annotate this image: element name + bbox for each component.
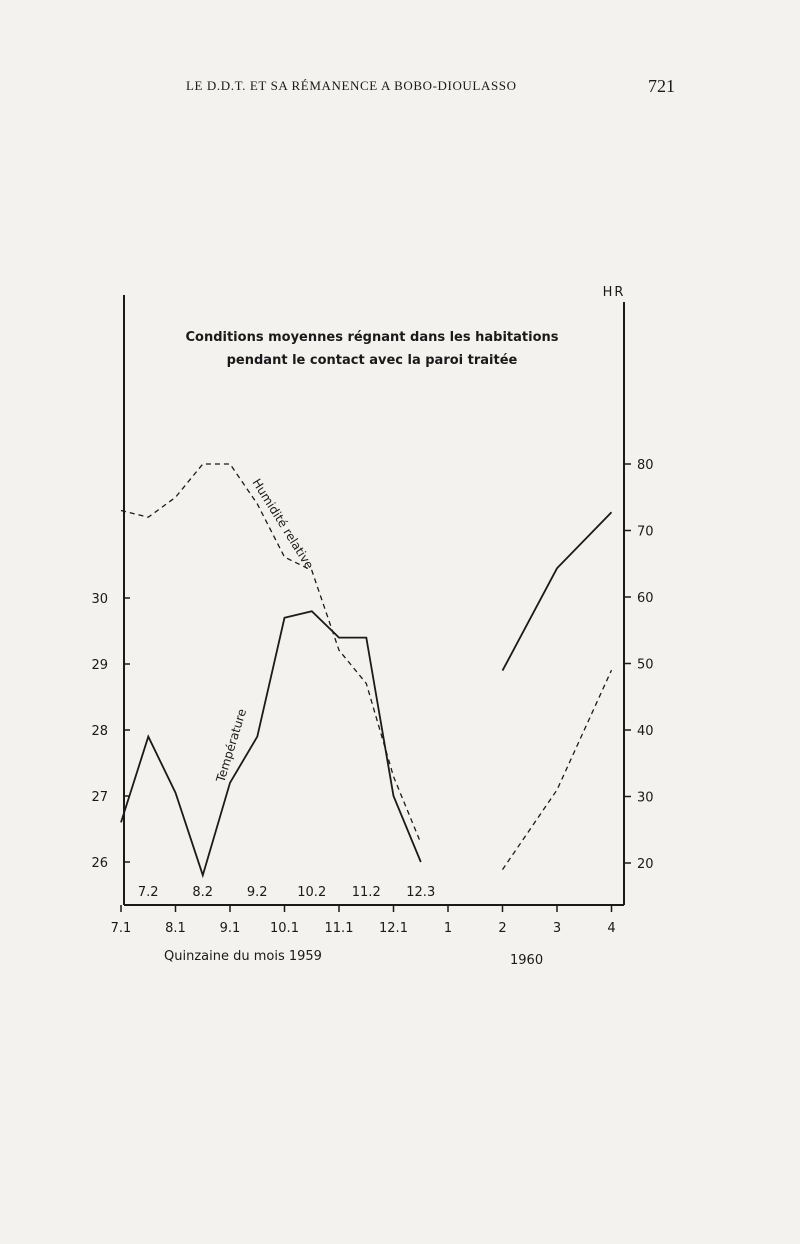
y-right-tick-label: 50: [637, 657, 654, 673]
x-inner-label: 9.2: [246, 885, 268, 900]
x-axis-label: Quinzaine du mois 1959: [164, 949, 322, 964]
humidity-series-line: [503, 670, 612, 870]
x-tick-label: 12.1: [379, 921, 408, 936]
y-right-tick-label: 70: [637, 524, 654, 540]
y-right-tick-label: 40: [637, 724, 654, 739]
temperature-series-line: [503, 512, 612, 670]
series-label-humidity: Humidité relative: [249, 476, 317, 572]
x-axis-inner-labels: [138, 885, 435, 900]
x-tick-label: 9.1: [219, 921, 241, 936]
x-inner-label: 7.2: [137, 885, 159, 900]
series-label-temperature: Température: [213, 707, 250, 784]
x-tick-label: 4: [607, 921, 616, 936]
temperature-series-line: [121, 611, 421, 875]
x-tick-label: 11.1: [324, 921, 354, 936]
x-tick-label: 10.1: [270, 921, 299, 936]
y-left-tick-label: 26: [91, 856, 108, 871]
x-axis: [111, 905, 616, 936]
y-right-tick-label: 20: [637, 857, 654, 872]
chart-title: Conditions moyennes régnant dans les habitations: [185, 330, 559, 345]
y-left-tick-label: 29: [91, 658, 108, 673]
y-left-tick-label: 27: [91, 790, 108, 805]
y-left-tick-label: 30: [91, 592, 108, 607]
x-tick-label: 1: [443, 921, 453, 936]
y-right-tick-label: 30: [637, 790, 654, 806]
x-inner-label: 10.2: [297, 885, 327, 900]
x-axis-label-1960: 1960: [510, 953, 544, 968]
humidity-series-line: [121, 464, 421, 843]
right-axis-label: HR: [602, 285, 626, 300]
x-inner-label: 8.2: [192, 885, 214, 900]
x-tick-label: 8.1: [165, 921, 186, 936]
series-group: [121, 464, 612, 875]
x-tick-label: 3: [552, 921, 562, 936]
y-left-tick-label: 28: [91, 724, 108, 739]
y-right-tick-label: 60: [637, 591, 654, 606]
x-tick-label: 2: [498, 921, 507, 936]
page-number: 721: [648, 76, 675, 96]
right-y-axis: [624, 458, 654, 872]
x-inner-label: 12.3: [406, 885, 436, 900]
x-tick-label: 7.1: [110, 921, 132, 936]
chart-subtitle: pendant le contact avec la paroi traitée: [226, 353, 518, 368]
running-head: LE D.D.T. ET SA RÉMANENCE A BOBO-DIOULASSO: [186, 78, 517, 93]
x-inner-label: 11.2: [351, 885, 381, 900]
y-right-tick-label: 80: [637, 458, 654, 473]
